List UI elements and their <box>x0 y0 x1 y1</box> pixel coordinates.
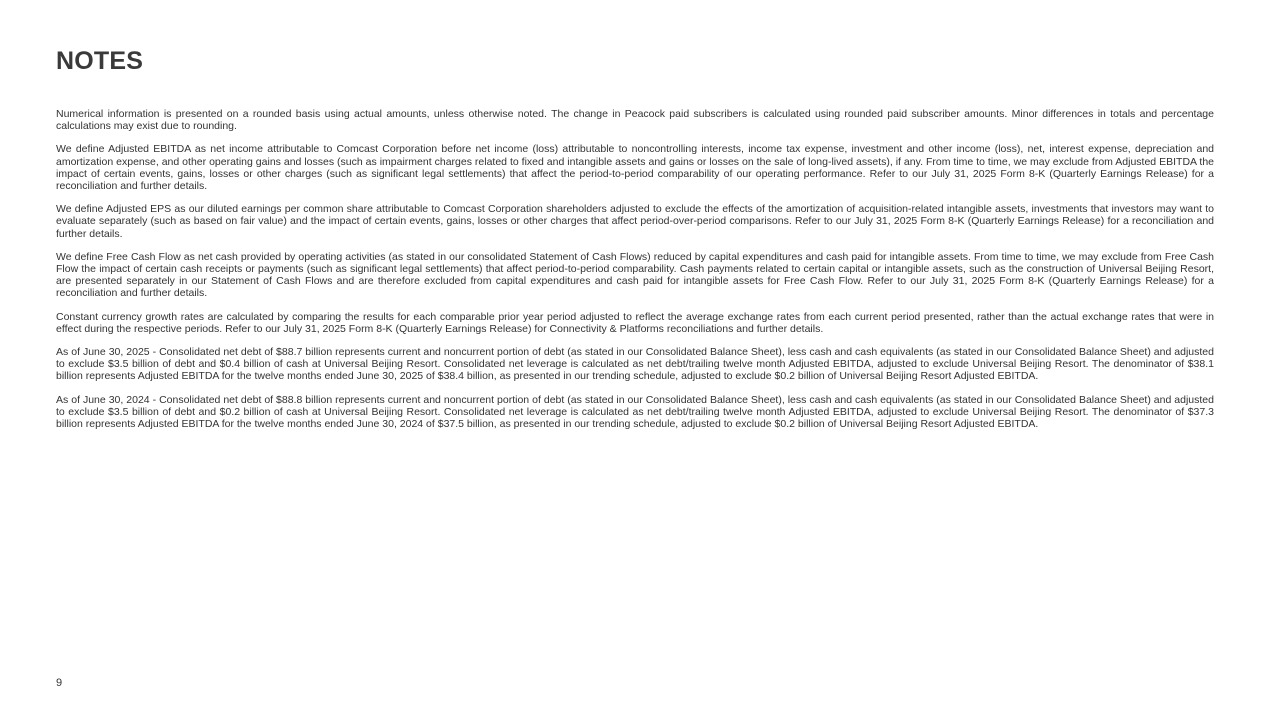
note-adjusted-ebitda: We define Adjusted EBITDA as net income attributable to Comcast Corporation before net income (loss) attributable to noncontrolling interests, income tax expense, investment and other income (loss), net, interest expense, depreciation and amortization expense, and other operating gains and losses (such as impairment charges related to fixed and intangible assets and gains or losses on the sale of long-lived assets), if any. From time to time, we may exclude from Adjusted EBITDA the impact of certain events, gains, losses or other charges (such as significant legal settlements) that affect the period-to-period comparability of our operating performance. Refer to our July 31, 2025 Form 8-K (Quarterly Earnings Release) for a reconciliation and further details. <box>56 143 1214 193</box>
note-rounding: Numerical information is presented on a rounded basis using actual amounts, unless otherwise noted. The change in Peacock paid subscribers is calculated using rounded paid subscriber amounts. Minor differences in totals and percentage calculations may exist due to rounding. <box>56 108 1214 133</box>
note-constant-currency: Constant currency growth rates are calculated by comparing the results for each comparable prior year period adjusted to reflect the average exchange rates from each current period presented, rather than the actual exchange rates that were in effect during the respective periods. Refer to our July 31, 2025 Form 8-K (Quarterly Earnings Release) for Connectivity & Platforms reconciliations and further details. <box>56 310 1214 335</box>
note-adjusted-eps: We define Adjusted EPS as our diluted earnings per common share attributable to Comcast Corporation shareholders adjusted to exclude the effects of the amortization of acquisition-related intangible assets, investments that investors may want to evaluate separately (such as based on fair value) and the impact of certain events, gains, losses or other charges that affect period-over-period comparisons. Refer to our July 31, 2025 Form 8-K (Quarterly Earnings Release) for a reconciliation and further details. <box>56 203 1214 240</box>
note-net-debt-2024: As of June 30, 2024 - Consolidated net debt of $88.8 billion represents current and noncurrent portion of debt (as stated in our Consolidated Balance Sheet), less cash and cash equivalents (as stated in our Consolidated Balance Sheet) and adjusted to exclude $3.5 billion of debt and $0.2 billion of cash at Universal Beijing Resort. Consolidated net leverage is calculated as net debt/trailing twelve month Adjusted EBITDA, adjusted to exclude Universal Beijing Resort. The denominator of $37.3 billion represents Adjusted EBITDA for the twelve months ended June 30, 2024 of $37.5 billion, as presented in our trending schedule, adjusted to exclude $0.2 billion of Universal Beijing Resort Adjusted EBITDA. <box>56 393 1214 431</box>
note-net-debt-2025: As of June 30, 2025 - Consolidated net debt of $88.7 billion represents current and noncurrent portion of debt (as stated in our Consolidated Balance Sheet), less cash and cash equivalents (as stated in our Consolidated Balance Sheet) and adjusted to exclude $3.5 billion of debt and $0.4 billion of cash at Universal Beijing Resort. Consolidated net leverage is calculated as net debt/trailing twelve month Adjusted EBITDA, adjusted to exclude Universal Beijing Resort. The denominator of $38.1 billion represents Adjusted EBITDA for the twelve months ended June 30, 2025 of $38.4 billion, as presented in our trending schedule, adjusted to exclude $0.2 billion of Universal Beijing Resort Adjusted EBITDA. <box>56 346 1214 383</box>
notes-section <box>56 108 1214 441</box>
note-free-cash-flow: We define Free Cash Flow as net cash provided by operating activities (as stated in our consolidated Statement of Cash Flows) reduced by capital expenditures and cash paid for intangible assets. From time to time, we may exclude from Free Cash Flow the impact of certain cash receipts or payments (such as significant legal settlements) that affect period-to-period comparability. Cash payments related to certain capital or intangible assets, such as the construction of Universal Beijing Resort, are presented separately in our Statement of Cash Flows and are therefore excluded from capital expenditures and cash paid for intangible assets for Free Cash Flow. Refer to our July 31, 2025 Form 8-K (Quarterly Earnings Release) for a reconciliation and further details. <box>56 250 1214 300</box>
page-number: 9 <box>56 677 63 689</box>
page-title: NOTES <box>56 47 144 75</box>
